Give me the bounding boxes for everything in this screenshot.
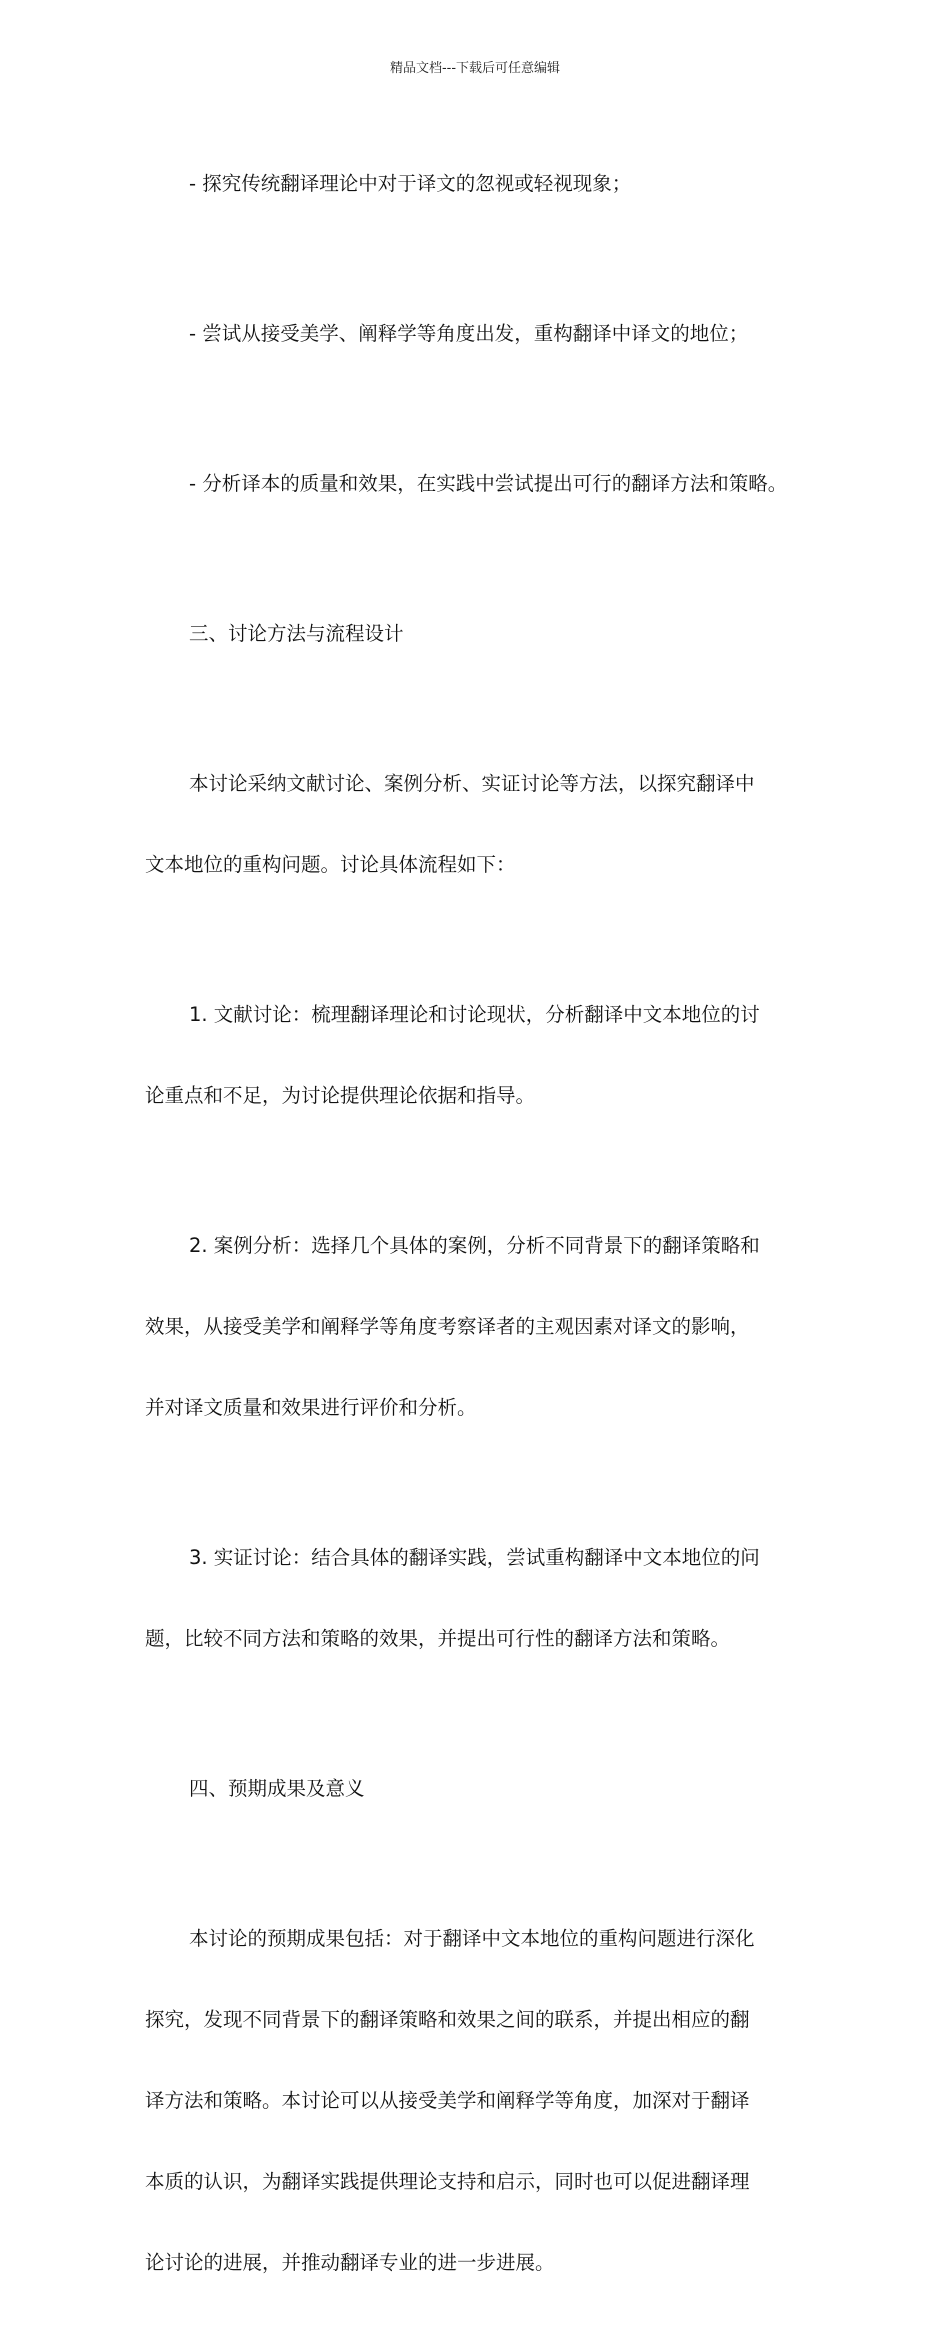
numbered-item (145, 1178, 810, 1475)
text-line: 本讨论的预期成果包括：对于翻译中文本地位的重构问题进行深化 (189, 1927, 755, 1950)
text-line: 四、预期成果及意义 (189, 1777, 365, 1800)
bullet-item (145, 416, 810, 551)
text-line: 1. 文献讨论：梳理翻译理论和讨论现状，分析翻译中文本地位的讨 (189, 1003, 760, 1026)
document-body (145, 116, 810, 2345)
section-heading (145, 566, 810, 701)
text-line: 本讨论采纳文献讨论、案例分析、实证讨论等方法，以探究翻译中 (189, 772, 755, 795)
text-line: 3. 实证讨论：结合具体的翻译实践，尝试重构翻译中文本地位的问 (189, 1546, 760, 1569)
page-header: 精品文档---下载后可任意编辑 (389, 61, 561, 76)
numbered-item (145, 1490, 810, 1706)
text-line: 文本地位的重构问题。讨论具体流程如下： (145, 853, 516, 876)
text-line: 论讨论的进展，并推动翻译专业的进一步进展。 (145, 2251, 555, 2274)
text-line: 三、讨论方法与流程设计 (189, 622, 404, 645)
bullet-item (145, 266, 810, 401)
text-line: - 尝试从接受美学、阐释学等角度出发，重构翻译中译文的地位； (189, 322, 749, 345)
numbered-item (145, 947, 810, 1163)
text-line: 本质的认识，为翻译实践提供理论支持和启示，同时也可以促进翻译理 (145, 2170, 750, 2193)
text-line: 2. 案例分析：选择几个具体的案例，分析不同背景下的翻译策略和 (189, 1234, 760, 1257)
text-line: - 分析译本的质量和效果，在实践中尝试提出可行的翻译方法和策略。 (189, 472, 788, 495)
bullet-item (145, 116, 810, 251)
text-line: 效果，从接受美学和阐释学等角度考察译者的主观因素对译文的影响， (145, 1315, 750, 1338)
text-line: 题，比较不同方法和策略的效果，并提出可行性的翻译方法和策略。 (145, 1627, 731, 1650)
section-heading (145, 1721, 810, 1856)
text-line: 论重点和不足，为讨论提供理论依据和指导。 (145, 1084, 536, 1107)
text-line: 并对译文质量和效果进行评价和分析。 (145, 1396, 477, 1419)
text-line: 探究，发现不同背景下的翻译策略和效果之间的联系，并提出相应的翻 (145, 2008, 750, 2031)
paragraph (145, 1871, 810, 2330)
text-line: 译方法和策略。本讨论可以从接受美学和阐释学等角度，加深对于翻译 (145, 2089, 750, 2112)
paragraph (145, 716, 810, 932)
text-line: - 探究传统翻译理论中对于译文的忽视或轻视现象； (189, 172, 632, 195)
